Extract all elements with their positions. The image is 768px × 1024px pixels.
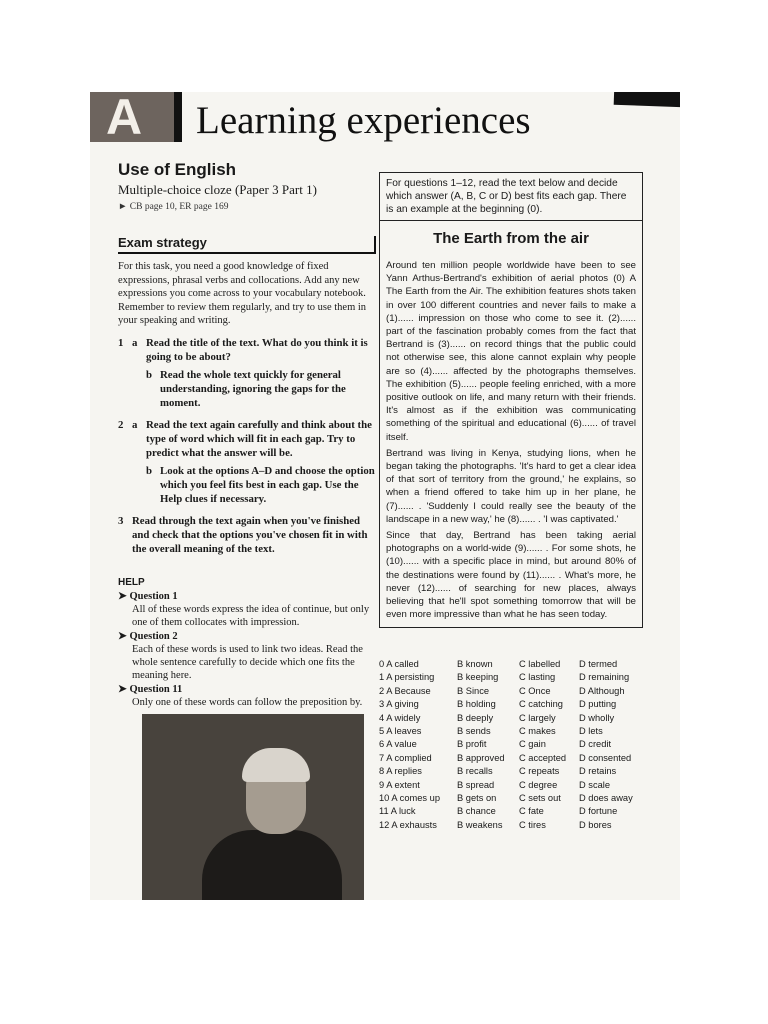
step-text: Read the title of the text. What do you think it is going to be about? <box>146 336 368 363</box>
option-row <box>379 725 649 738</box>
strategy-step <box>118 418 376 460</box>
step-text: Read the text again carefully and think about the type of word which will fit in each gap. Try to predict what the answer will be. <box>146 418 372 459</box>
option-cell: C largely <box>519 712 556 723</box>
text-paragraph: Around ten million people worldwide have been to see Yann Arthus-Bertrand's exhibition of aerial photos (0) A The Earth from the Air. The exhibition features shots taken in over 100 different countries and never fails to make a (1)...... impression on those who come to see it. (2)...... part of the fascination probably comes from the fact that Bertrand is (3)...... on record things that the public could not otherwise see, this alone cannot explain why people are so (4)...... affected by the photographs themselves. The exhibition (5)...... people feeling enriched, with a more positive outlook on life, and many return with their friends. It's almost as if the exhibition was communicating something of the spiritual and educational (6)...... of travel itself. <box>386 260 636 443</box>
option-row <box>379 819 649 832</box>
step-letter: a <box>132 418 138 431</box>
option-cell: C sets out <box>519 792 561 803</box>
option-cell: B approved <box>457 752 505 763</box>
option-cell: D scale <box>579 779 611 790</box>
option-cell: D consented <box>579 752 632 763</box>
help-question: ➤ Question 1 <box>118 590 376 603</box>
option-cell: B sends <box>457 725 491 736</box>
option-cell: D putting <box>579 699 617 710</box>
strategy-intro: For this task, you need a good knowledge of fixed expressions, phrasal verbs and collocations. Add any new expressions you come across to your vocabulary notebook. Remember to review them regularly, and try to use them in your speaking and writing. <box>118 261 367 326</box>
photo-body <box>202 830 342 900</box>
option-cell: C gain <box>519 739 546 750</box>
option-cell: D credit <box>579 739 612 750</box>
option-cell: C lasting <box>519 672 556 683</box>
help-box <box>118 576 376 709</box>
step-letter: a <box>132 336 138 349</box>
option-cell: 2 A Because <box>379 685 431 696</box>
option-cell: D lets <box>579 725 603 736</box>
option-cell: B weakens <box>457 819 503 830</box>
strategy-heading: Exam strategy <box>118 236 376 254</box>
unit-letter: A <box>106 92 143 145</box>
text-title: The Earth from the air <box>433 230 589 247</box>
option-cell: C catching <box>519 699 563 710</box>
help-title: HELP <box>118 576 145 588</box>
option-cell: B known <box>457 659 493 669</box>
strategy-step <box>118 368 376 410</box>
option-cell: C repeats <box>519 766 560 777</box>
unit-banner <box>90 92 182 145</box>
step-text: Read the whole text quickly for general understanding, ignoring the gaps for the moment. <box>160 368 346 409</box>
step-number: 2 <box>118 418 124 431</box>
option-cell: C degree <box>519 779 558 790</box>
help-text: Each of these words is used to link two ideas. Read the whole sentence carefully to decide which one fits the meaning here. <box>132 643 363 681</box>
option-cell: C makes <box>519 725 556 736</box>
help-question: ➤ Question 2 <box>118 630 376 643</box>
option-cell: 3 A giving <box>379 699 419 710</box>
option-cell: 4 A widely <box>379 712 421 723</box>
option-row <box>379 765 649 778</box>
option-cell: 12 A exhausts <box>379 819 437 830</box>
photographer-photo <box>142 714 364 900</box>
section-subheading: Multiple-choice cloze (Paper 3 Part 1) <box>118 182 317 197</box>
strategy-step <box>118 336 376 364</box>
option-cell: D bores <box>579 819 612 830</box>
option-cell: D termed <box>579 659 618 669</box>
strategy-step <box>118 464 376 506</box>
strategy-step <box>118 514 376 556</box>
help-text: Only one of these words can follow the preposition by. <box>132 696 363 708</box>
step-indent <box>118 464 146 506</box>
option-cell: 7 A complied <box>379 752 432 763</box>
option-cell: 5 A leaves <box>379 725 422 736</box>
option-cell: D remaining <box>579 672 630 683</box>
option-row <box>379 658 649 671</box>
step-number: 1 <box>118 336 124 349</box>
option-cell: B deeply <box>457 712 494 723</box>
option-row <box>379 712 649 725</box>
step-number: 3 <box>118 514 124 527</box>
option-cell: B spread <box>457 779 495 790</box>
option-row <box>379 671 649 684</box>
banner-bar <box>174 92 182 142</box>
step-indent <box>118 368 146 410</box>
section-heading: Use of English <box>118 160 237 179</box>
strategy-steps <box>118 336 376 556</box>
option-cell: D retains <box>579 766 617 777</box>
textbook-page <box>90 92 680 900</box>
option-cell: 6 A value <box>379 739 417 750</box>
answer-options <box>379 658 649 832</box>
option-row <box>379 698 649 711</box>
option-row <box>379 685 649 698</box>
option-cell: 8 A replies <box>379 766 422 777</box>
option-row <box>379 738 649 751</box>
option-cell: D fortune <box>579 806 618 817</box>
help-list <box>118 590 376 709</box>
option-cell: C accepted <box>519 752 567 763</box>
option-cell: B recalls <box>457 766 493 777</box>
option-cell: D Although <box>579 685 625 696</box>
option-cell: B Since <box>457 685 490 696</box>
option-cell: C Once <box>519 685 551 696</box>
option-row <box>379 792 649 805</box>
left-column <box>118 160 376 709</box>
text-paragraph: Bertrand was living in Kenya, studying lions, when he began taking the photographs. 'It's hard to get a clear idea of that sort of territory from the ground,' he explains, so when a friend offered to take him up in her plane, he (7)...... . 'Suddenly I could really see the beauty of the landscape in a new way,' he (8)...... . 'I was captivated.' <box>386 447 636 525</box>
option-cell: 9 A extent <box>379 779 420 790</box>
step-text: Look at the options A–D and choose the option which you feel fits best in each gap. Use the Help clues if necessary. <box>160 464 375 505</box>
option-cell: B profit <box>457 739 487 750</box>
page-reference: ► CB page 10, ER page 169 <box>118 202 229 212</box>
step-text: Read through the text again when you've finished and check that the options you've chosen fit in with the overall meaning of the text. <box>132 514 368 555</box>
instructions-box: For questions 1–12, read the text below and decide which answer (A, B, C or D) best fits each gap. There is an example at the beginning (0). <box>379 172 643 221</box>
page-corner-shadow <box>614 92 680 107</box>
option-cell: 1 A persisting <box>379 672 435 683</box>
option-cell: B gets on <box>457 792 497 803</box>
step-letter: b <box>146 464 153 477</box>
help-text: All of these words express the idea of continue, but only one of them collocates with impression. <box>132 603 370 628</box>
option-row <box>379 752 649 765</box>
option-cell: 0 A called <box>379 659 419 669</box>
option-cell: 10 A comes up <box>379 792 440 803</box>
option-cell: D wholly <box>579 712 615 723</box>
option-cell: B holding <box>457 699 496 710</box>
reading-text-box <box>379 221 643 628</box>
option-cell: B chance <box>457 806 496 817</box>
option-cell: 11 A luck <box>379 806 416 817</box>
option-row <box>379 805 649 818</box>
text-paragraph: Since that day, Bertrand has been taking aerial photographs on a world-wide (9)...... . For some shots, he (10)...... with a specific place in mind, but around 80% of the destinations were found by (11)...... . What's more, he never (12)...... of searching for new places, always believing that he'll spot something tomorrow that will be even more impressive than what he has seen today. <box>386 530 636 621</box>
text-paragraphs <box>386 259 636 621</box>
option-cell: C tires <box>519 819 546 830</box>
option-cell: D does away <box>579 792 633 803</box>
option-cell: B keeping <box>457 672 499 683</box>
option-row <box>379 779 649 792</box>
option-cell: C labelled <box>519 659 561 669</box>
right-column <box>379 172 643 628</box>
help-question: ➤ Question 11 <box>118 683 376 696</box>
option-cell: C fate <box>519 806 544 817</box>
step-letter: b <box>146 368 153 381</box>
page-title: Learning experiences <box>196 99 531 142</box>
